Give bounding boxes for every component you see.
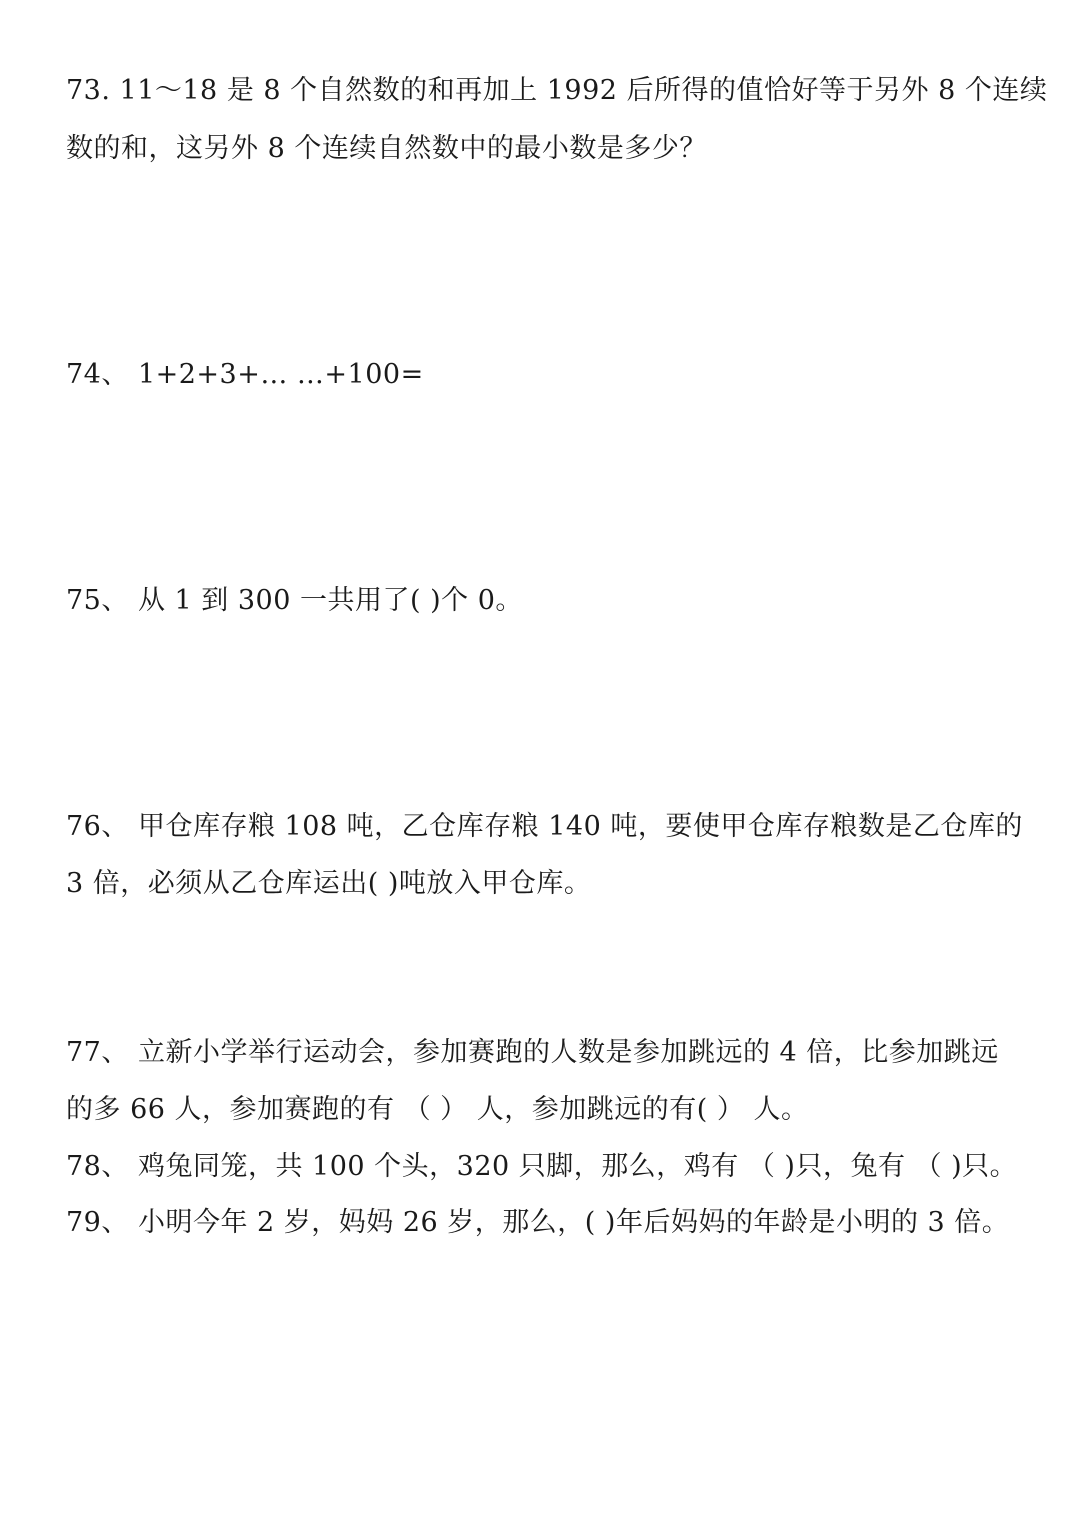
- question-78-line-1: 78、 鸡兔同笼，共 100 个头，320 只脚，那么，鸡有 （ )只，兔有 （ )只。: [66, 1151, 1018, 1182]
- question-73-line-2: 数的和，这另外 8 个连续自然数中的最小数是多少？: [66, 133, 707, 164]
- question-77-line-1: 77、 立新小学举行运动会，参加赛跑的人数是参加跳远的 4 倍，比参加跳远: [66, 1037, 999, 1068]
- question-79-line-1: 79、 小明今年 2 岁，妈妈 26 岁，那么，( )年后妈妈的年龄是小明的 3 倍。: [66, 1207, 1010, 1238]
- question-77-line-2: 的多 66 人，参加赛跑的有 （ ） 人，参加跳远的有( ） 人。: [66, 1094, 809, 1125]
- question-74-line-1: 74、 1+2+3+… …+100=: [66, 359, 424, 390]
- question-75-line-1: 75、 从 1 到 300 一共用了( )个 0。: [66, 585, 523, 616]
- question-73-line-1: 73. 11～18 是 8 个自然数的和再加上 1992 后所得的值恰好等于另外 8 个连续: [66, 75, 1048, 106]
- question-76-line-2: 3 倍，必须从乙仓库运出( )吨放入甲仓库。: [66, 868, 592, 899]
- question-76-line-1: 76、 甲仓库存粮 108 吨，乙仓库存粮 140 吨，要使甲仓库存粮数是乙仓库的: [66, 811, 1023, 842]
